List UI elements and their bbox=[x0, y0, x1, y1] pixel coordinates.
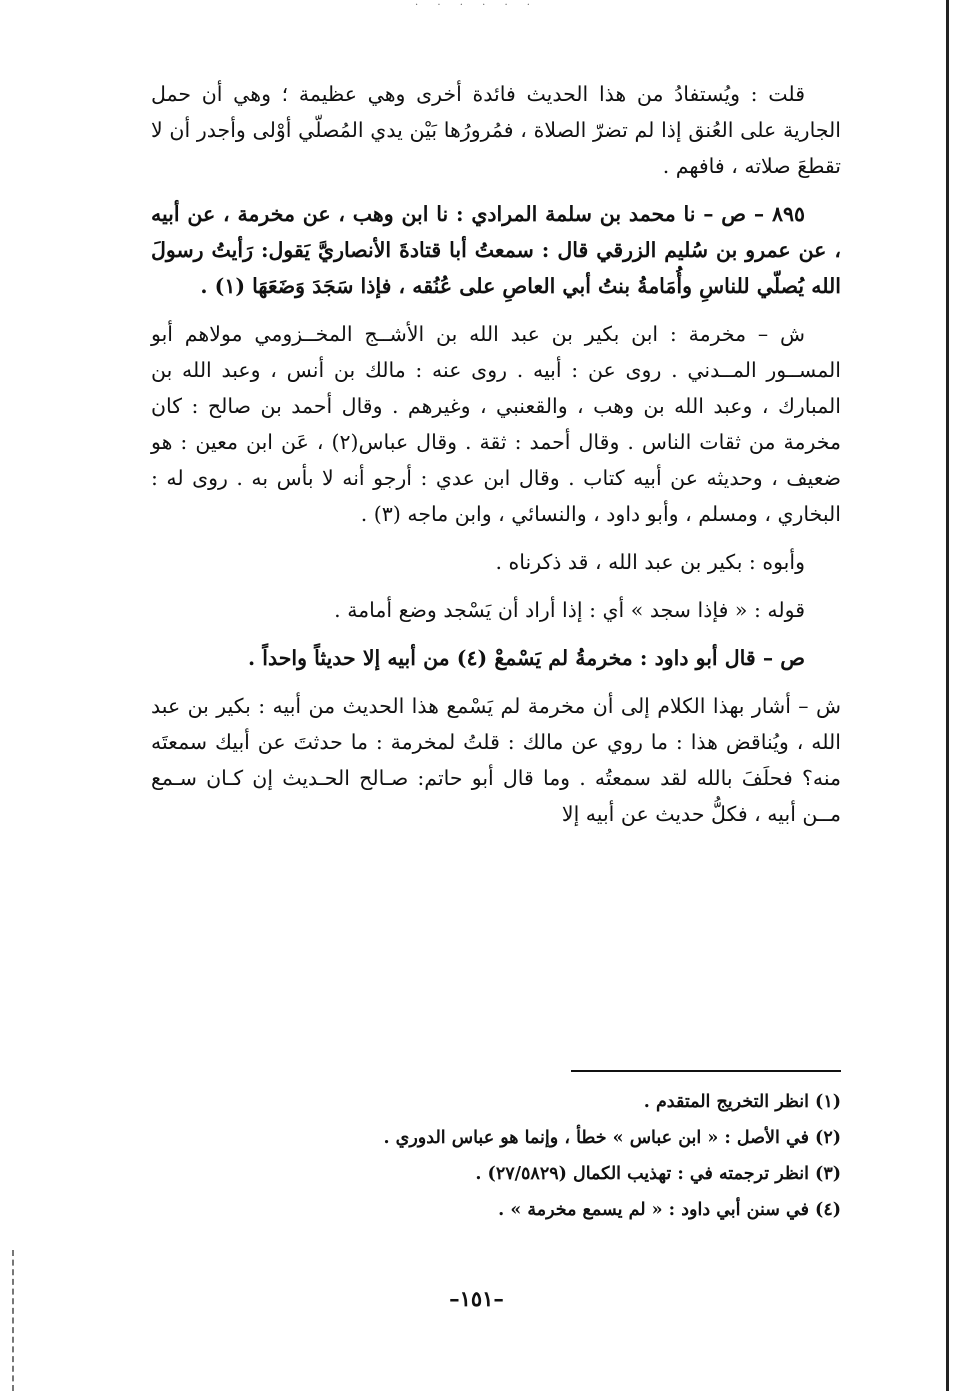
hadith-text-895: ٨٩٥ – ص – نا محمد بن سلمة المرادي : نا ابن وهب ، عن مخرمة ، عن أبيه ، عن عمرو بن سُليم الزرقي قال : سمعتُ أبا قتادةَ الأنصاريَّ يَقول: رَأيتُ رسولَ الله يُصلّي للناسِ وأُمَامةُ بنتُ أبي العاصِ على عُنُقه ، فإذا سَجَدَ وَضَعَهَا (١) . bbox=[151, 202, 841, 298]
footnotes bbox=[151, 1084, 841, 1228]
footnote-3: (٣) انظر ترجمته في : تهذيب الكمال (٢٧/٥٨٢٩) . bbox=[475, 1164, 841, 1184]
footnote-separator bbox=[571, 1070, 841, 1072]
commentary-father: وأبوه : بكير بن عبد الله ، قد ذكرناه . bbox=[495, 550, 805, 574]
abu-dawud-statement: ص – قال أبو داود : مخرمةُ لم يَسْمعْ (٤) من أبيه إلا حديثاً واحداً . bbox=[248, 646, 805, 670]
page-scan-edge bbox=[12, 1250, 16, 1391]
page-number: –١٥١– bbox=[449, 1286, 504, 1311]
footnote-1: (١) انظر التخريج المتقدم . bbox=[643, 1092, 841, 1112]
paragraph-note-benefit: قلت : ويُستفادُ من هذا الحديث فائدة أخرى وهي عظيمة ؛ وهي أن حمل الجارية على العُنق إذا لم تضرّ الصلاة ، فمُرورُها بَيْن يدي المُصلّي أوْلى وأجدر أن لا تقطعَ صلاته ، فافهم . bbox=[151, 82, 841, 178]
commentary-makhrama: ش – مخرمة : ابن بكير بن عبد الله بن الأشــج المخــزومي مولاهم أبو المســور المــدني . روى عن : أبيه . روى عنه : مالك بن أنس ، وعبد الله بن المبارك ، وعبد الله بن وهب ، والقعنبي ، وغيرهم . وقال أحمد بن صالح : كان مخرمة من ثقات الناس . وقال أحمد : ثقة . وقال عباس(٢) ، عَن ابن معين : هو ضعيف ، وحديثه عن أبيه كتاب . وقال ابن عدي : أرجو أنه لا بأس به . روى له : البخاري ، ومسلم ، وأبو داود ، والنسائي ، وابن ماجه (٣) . bbox=[151, 322, 841, 526]
footnote-4: (٤) في سنن أبي داود : « لم يسمع مخرمة » . bbox=[498, 1200, 841, 1220]
commentary-sharh: ش – أشار بهذا الكلام إلى أن مخرمة لم يَسْمع هذا الحديث من أبيه : بكير بن عبد الله ، ويُناقض هذا : ما روي عن مالك : قلتُ لمخرمة : ما حدثتَ عن أبيك سمعتَه منه؟ فحلَفَ بالله لقد سمعتُه . وما قال أبو حاتم: صـالح الحـديث إن كـان سـمع مــن أبيه ، فكلُّ حديث عن أبيه إلا bbox=[151, 694, 841, 826]
commentary-qawluhu: قوله : « فإذا سجد » أي : إذا أراد أن يَسْجد وضع أمامة . bbox=[334, 598, 805, 622]
footnote-2: (٢) في الأصل : « ابن عباس » خطأ ، وإنما هو عباس الدوري . bbox=[383, 1128, 841, 1148]
page-binding-edge bbox=[946, 0, 949, 1391]
top-dot-marks: . . . . . . bbox=[415, 0, 538, 8]
main-text bbox=[151, 76, 841, 844]
